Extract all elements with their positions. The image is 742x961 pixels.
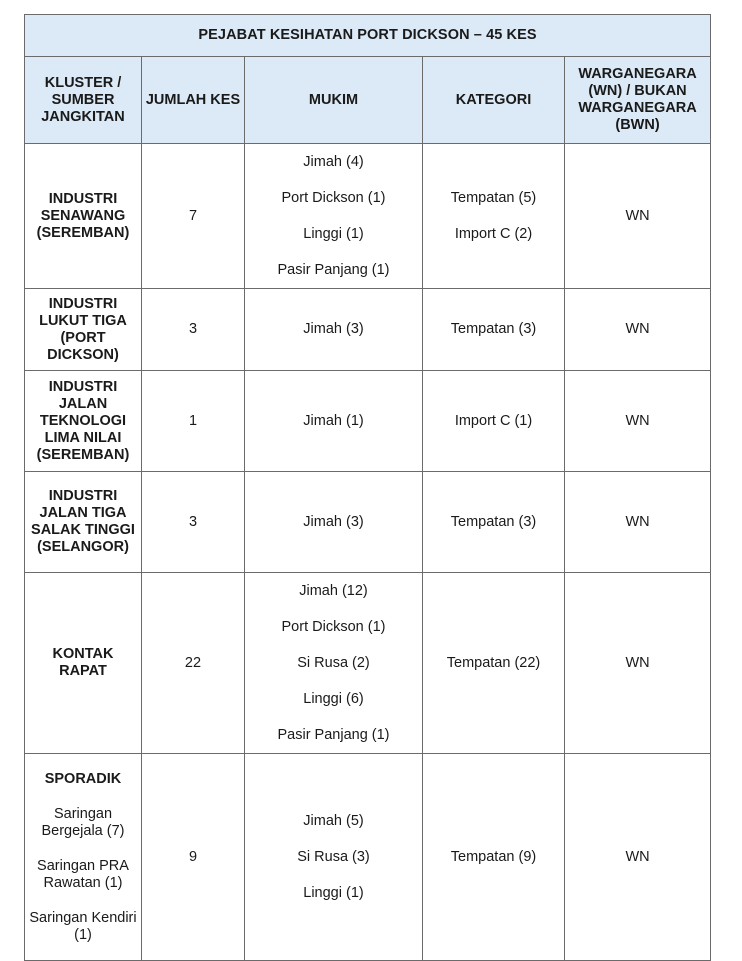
kategori-cell: Tempatan (22) — [423, 573, 565, 754]
mukim-item: Jimah (5) — [303, 813, 364, 829]
mukim-item: Linggi (6) — [303, 691, 364, 707]
kluster-subitem: Saringan PRA Rawatan (1) — [37, 857, 129, 891]
mukim-item: Port Dickson (1) — [281, 190, 386, 206]
table-row — [25, 573, 711, 754]
table-row — [25, 289, 711, 371]
mukim-cell — [245, 144, 423, 289]
wn-cell: WN — [565, 289, 711, 371]
kluster-cell: INDUSTRI JALAN TEKNOLOGI LIMA NILAI (SEREMBAN) — [25, 371, 142, 472]
mukim-item: Linggi (1) — [303, 226, 364, 242]
mukim-cell: Jimah (3) — [245, 289, 423, 371]
wn-cell: WN — [565, 573, 711, 754]
kluster-title: SPORADIK — [44, 770, 122, 787]
jumlah-cell: 7 — [142, 144, 245, 289]
mukim-item: Linggi (1) — [303, 885, 364, 901]
mukim-item: Si Rusa (3) — [297, 849, 370, 865]
jumlah-cell: 3 — [142, 472, 245, 573]
table-row — [25, 472, 711, 573]
mukim-item: Port Dickson (1) — [281, 619, 386, 635]
jumlah-cell: 22 — [142, 573, 245, 754]
jumlah-cell: 1 — [142, 371, 245, 472]
table-row — [25, 371, 711, 472]
kategori-item: Import C (2) — [454, 226, 533, 242]
jumlah-cell: 3 — [142, 289, 245, 371]
kategori-cell — [423, 144, 565, 289]
mukim-item: Pasir Panjang (1) — [277, 262, 390, 278]
kategori-cell: Tempatan (3) — [423, 289, 565, 371]
mukim-item: Jimah (12) — [299, 583, 368, 599]
kluster-cell: INDUSTRI JALAN TIGA SALAK TINGGI (SELANGOR) — [25, 472, 142, 573]
kategori-item: Tempatan (5) — [450, 190, 537, 206]
wn-cell: WN — [565, 754, 711, 961]
header-mukim: MUKIM — [245, 57, 423, 144]
mukim-cell — [245, 754, 423, 961]
kluster-cell — [25, 754, 142, 961]
mukim-item: Pasir Panjang (1) — [277, 727, 390, 743]
wn-cell: WN — [565, 472, 711, 573]
header-jumlah: JUMLAH KES — [142, 57, 245, 144]
mukim-item: Si Rusa (2) — [297, 655, 370, 671]
mukim-cell — [245, 573, 423, 754]
mukim-cell: Jimah (1) — [245, 371, 423, 472]
kluster-cell: INDUSTRI SENAWANG (SEREMBAN) — [25, 144, 142, 289]
kategori-cell: Tempatan (9) — [423, 754, 565, 961]
kategori-cell: Tempatan (3) — [423, 472, 565, 573]
kluster-cell: INDUSTRI LUKUT TIGA (PORT DICKSON) — [25, 289, 142, 371]
kluster-subitem: Saringan Bergejala (7) — [41, 805, 125, 839]
kluster-cell: KONTAK RAPAT — [25, 573, 142, 754]
kategori-cell: Import C (1) — [423, 371, 565, 472]
jumlah-cell: 9 — [142, 754, 245, 961]
table-row — [25, 754, 711, 961]
table-row — [25, 144, 711, 289]
cases-table — [24, 14, 711, 961]
mukim-cell: Jimah (3) — [245, 472, 423, 573]
wn-cell: WN — [565, 144, 711, 289]
wn-cell: WN — [565, 371, 711, 472]
header-kluster: KLUSTER / SUMBER JANGKITAN — [25, 57, 142, 144]
header-row — [25, 57, 711, 144]
header-kategori: KATEGORI — [423, 57, 565, 144]
header-warganegara: WARGANEGARA (WN) / BUKAN WARGANEGARA (BWN) — [565, 57, 711, 144]
kluster-subitem: Saringan Kendiri (1) — [29, 909, 137, 943]
mukim-item: Jimah (4) — [303, 154, 364, 170]
table-title: PEJABAT KESIHATAN PORT DICKSON – 45 KES — [25, 15, 711, 57]
